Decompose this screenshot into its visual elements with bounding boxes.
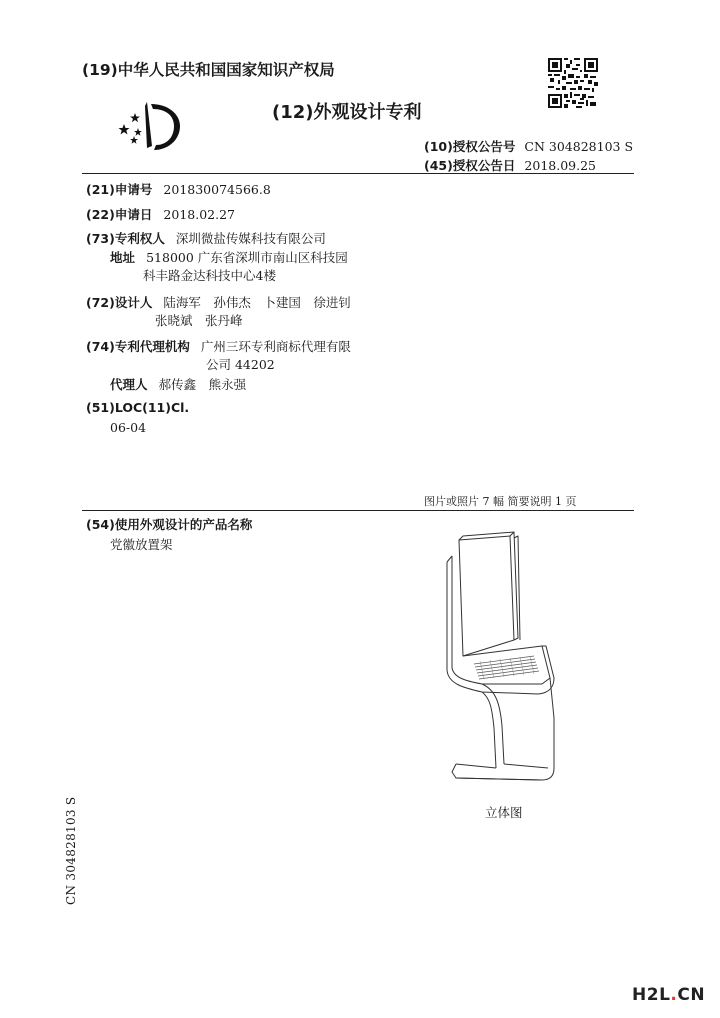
grant-date-label: (45)授权公告日: [424, 158, 516, 173]
agency-line-1: 广州三环专利商标代理有限: [200, 339, 351, 354]
agency-row: [86, 336, 351, 355]
application-date-label: (22)申请日: [86, 207, 153, 222]
figure-caption: 立体图: [485, 805, 523, 820]
agent-row: [110, 374, 246, 393]
designers-line-1: 陆海军 孙伟杰 卜建国 徐进钊: [163, 295, 351, 310]
loc-classification-label: (51)LOC(11)Cl.: [86, 400, 190, 415]
product-name: 党徽放置架: [110, 537, 173, 552]
application-number-label: (21)申请号: [86, 182, 153, 197]
pages-summary: 图片或照片 7 幅 简要说明 1 页: [424, 495, 577, 508]
header-divider: [82, 173, 634, 174]
document-type: (12)外观设计专利: [272, 102, 422, 123]
qr-code: [548, 58, 598, 108]
designers-label: (72)设计人: [86, 295, 153, 310]
patentee: 深圳微盐传媒科技有限公司: [175, 231, 326, 246]
designers-line-2: 张晓斌 张丹峰: [155, 313, 243, 328]
agent: 郝传鑫 熊永强: [158, 377, 247, 392]
address-line-2: 科丰路金达科技中心4楼: [143, 268, 276, 283]
office-name: (19)中华人民共和国国家知识产权局: [82, 61, 335, 79]
site-watermark: [632, 985, 705, 1005]
cnipa-logo: [118, 98, 186, 154]
summary-divider: [82, 510, 634, 511]
application-date: 2018.02.27: [163, 207, 235, 222]
application-number-row: [86, 179, 271, 198]
loc-classification: 06-04: [110, 420, 147, 435]
agency-line-2: 公司 44202: [206, 357, 275, 372]
grant-number: CN 304828103 S: [524, 139, 634, 154]
application-number: 201830074566.8: [163, 182, 271, 197]
grant-date-row: [424, 155, 596, 174]
address-row: [110, 247, 348, 266]
application-date-row: [86, 204, 235, 223]
product-name-label: (54)使用外观设计的产品名称: [86, 517, 253, 532]
agency-label: (74)专利代理机构: [86, 339, 190, 354]
patentee-row: [86, 228, 326, 247]
watermark-text: H2L.CN: [632, 985, 706, 1005]
grant-date: 2018.09.25: [524, 158, 596, 173]
address-line-1: 518000 广东省深圳市南山区科技园: [146, 250, 348, 265]
product-perspective-drawing: [438, 528, 563, 790]
grant-number-row: [424, 136, 633, 155]
side-publication-number: CN 304828103 S: [64, 796, 78, 905]
grant-number-label: (10)授权公告号: [424, 139, 516, 154]
address-label: 地址: [110, 250, 136, 265]
patentee-label: (73)专利权人: [86, 231, 165, 246]
agent-label: 代理人: [110, 377, 148, 392]
designers-row: [86, 292, 351, 311]
